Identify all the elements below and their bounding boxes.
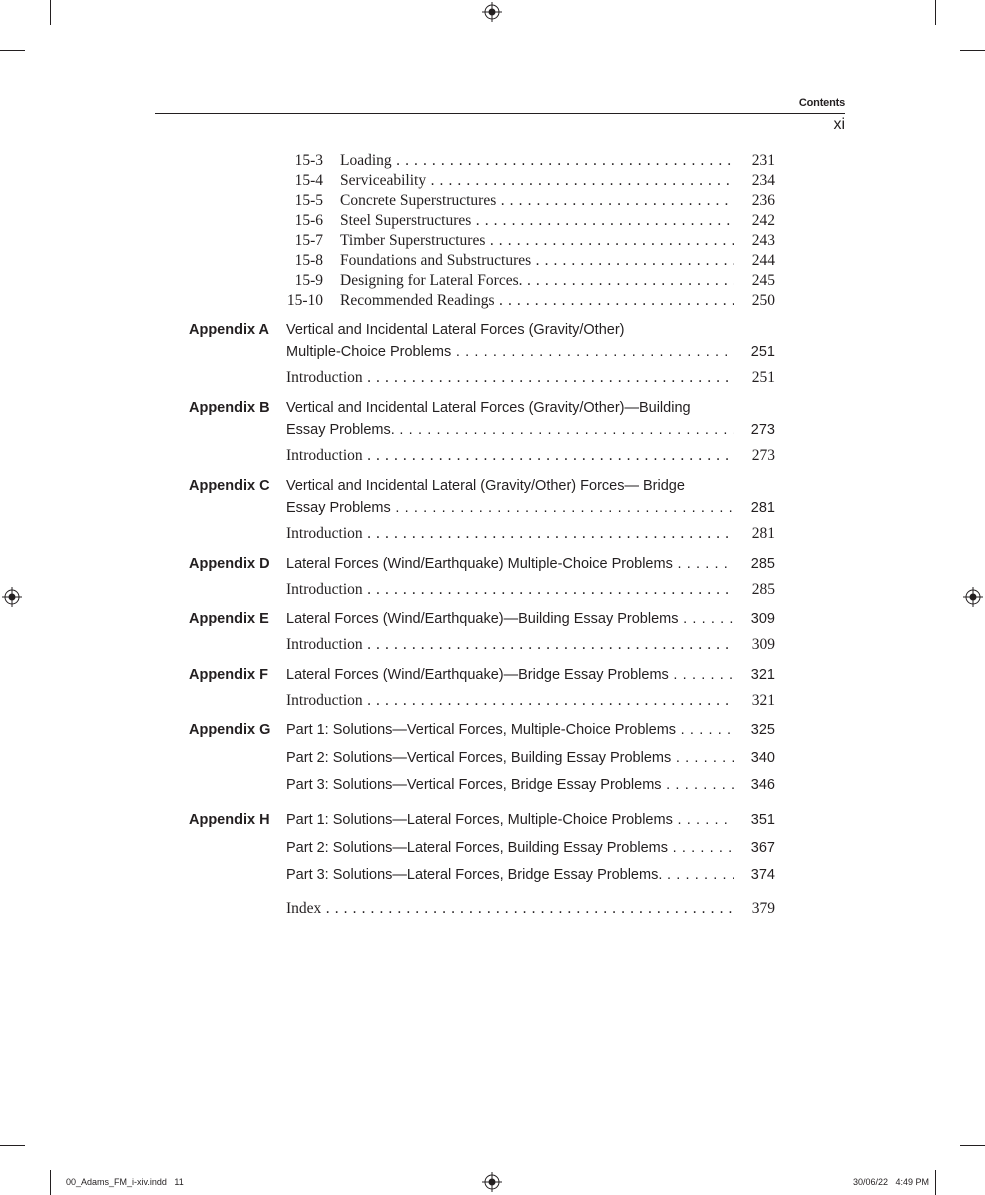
entry-page: 309	[751, 636, 775, 653]
entry-page: 244	[751, 252, 775, 269]
appendix-part[interactable]: Part 2: Solutions—Lateral Forces, Building Essay Problems . . .	[286, 840, 734, 856]
appendix-label: Appendix F	[189, 667, 268, 683]
entry-page: 250	[751, 292, 775, 309]
section-number: 15-7	[294, 232, 323, 249]
appendix-label: Appendix E	[189, 611, 269, 627]
entry-title: Serviceability . . .	[340, 172, 734, 190]
introduction-entry[interactable]: Introduction . . .	[286, 525, 734, 543]
entry-page: 242	[751, 212, 775, 229]
crop-mark	[0, 1145, 25, 1146]
section-number: 15-8	[294, 252, 323, 269]
appendix-part[interactable]: Part 2: Solutions—Vertical Forces, Building Essay Problems . . .	[286, 750, 734, 766]
crop-mark	[935, 1170, 936, 1195]
crop-mark	[50, 0, 51, 25]
entry-page: 325	[750, 722, 775, 738]
crop-mark	[960, 1145, 985, 1146]
section-number: 15-3	[294, 152, 323, 169]
registration-mark-icon	[963, 587, 983, 607]
page-number: xi	[833, 116, 845, 133]
registration-mark-icon	[482, 2, 502, 22]
entry-title: Concrete Superstructures . . .	[340, 192, 734, 210]
introduction-entry[interactable]: Introduction . . .	[286, 447, 734, 465]
appendix-title-line: Essay Problems. . . .	[286, 422, 734, 438]
section-number: 15-9	[294, 272, 323, 289]
appendix-label: Appendix D	[189, 556, 270, 572]
entry-page: 245	[751, 272, 775, 289]
running-head: Contents	[798, 97, 845, 109]
entry-page: 285	[751, 581, 775, 598]
entry-title: Loading . . .	[340, 152, 734, 170]
appendix-title-line: Vertical and Incidental Lateral Forces (Gravity/Other)	[286, 322, 625, 338]
entry-title: Steel Superstructures . . .	[340, 212, 734, 230]
entry-page: 251	[750, 344, 775, 360]
crop-mark	[50, 1170, 51, 1195]
crop-mark	[0, 50, 25, 51]
entry-page: 285	[750, 556, 775, 572]
appendix-label: Appendix A	[189, 322, 270, 338]
appendix-title-line: Lateral Forces (Wind/Earthquake) Multiple-Choice Problems . . .	[286, 556, 734, 572]
entry-title: Designing for Lateral Forces. . . .	[340, 272, 734, 290]
appendix-label: Appendix G	[189, 722, 271, 738]
entry-page: 243	[751, 232, 775, 249]
appendix-label: Appendix H	[189, 812, 270, 828]
section-number: 15-10	[286, 292, 323, 309]
registration-mark-icon	[482, 1172, 502, 1192]
slug-datetime: 30/06/22 4:49 PM	[852, 1177, 929, 1187]
introduction-entry[interactable]: Introduction . . .	[286, 636, 734, 654]
entry-page: 281	[750, 500, 775, 516]
appendix-label: Appendix C	[189, 478, 270, 494]
entry-page: 346	[750, 777, 775, 793]
appendix-part[interactable]: Part 1: Solutions—Vertical Forces, Multiple-Choice Problems . . .	[286, 722, 734, 738]
index-title: Index . . .	[286, 900, 734, 918]
entry-page: 273	[751, 447, 775, 464]
entry-page: 340	[750, 750, 775, 766]
section-number: 15-5	[294, 192, 323, 209]
appendix-title-line: Lateral Forces (Wind/Earthquake)—Bridge Essay Problems . . .	[286, 667, 734, 683]
entry-page: 351	[750, 812, 775, 828]
introduction-entry[interactable]: Introduction . . .	[286, 692, 734, 710]
introduction-entry[interactable]: Introduction . . .	[286, 369, 734, 387]
appendix-title-line: Multiple-Choice Problems . . .	[286, 344, 734, 360]
entry-page: 234	[751, 172, 775, 189]
entry-page: 367	[750, 840, 775, 856]
entry-page: 379	[751, 900, 775, 917]
appendix-title-line: Vertical and Incidental Lateral (Gravity/Other) Forces— Bridge	[286, 478, 685, 494]
entry-title: Recommended Readings . . .	[340, 292, 734, 310]
entry-page: 236	[751, 192, 775, 209]
entry-page: 309	[750, 611, 775, 627]
entry-page: 321	[750, 667, 775, 683]
registration-mark-icon	[2, 587, 22, 607]
appendix-title-line: Lateral Forces (Wind/Earthquake)—Building Essay Problems . . .	[286, 611, 734, 627]
entry-page: 273	[750, 422, 775, 438]
appendix-title-line: Essay Problems . . .	[286, 500, 734, 516]
section-number: 15-4	[294, 172, 323, 189]
entry-title: Foundations and Substructures . . .	[340, 252, 734, 270]
introduction-entry[interactable]: Introduction . . .	[286, 581, 734, 599]
crop-mark	[960, 50, 985, 51]
appendix-part[interactable]: Part 3: Solutions—Vertical Forces, Bridge Essay Problems . . .	[286, 777, 734, 793]
slug-filename: 00_Adams_FM_i-xiv.indd 11	[66, 1177, 184, 1187]
entry-page: 251	[751, 369, 775, 386]
appendix-label: Appendix B	[189, 400, 270, 416]
section-number: 15-6	[294, 212, 323, 229]
appendix-title-line: Vertical and Incidental Lateral Forces (Gravity/Other)—Building	[286, 400, 691, 416]
appendix-part[interactable]: Part 3: Solutions—Lateral Forces, Bridge Essay Problems. . . .	[286, 867, 734, 883]
entry-page: 231	[751, 152, 775, 169]
entry-page: 321	[751, 692, 775, 709]
crop-mark	[935, 0, 936, 25]
entry-page: 374	[750, 867, 775, 883]
entry-title: Timber Superstructures . . .	[340, 232, 734, 250]
header-rule	[155, 113, 845, 114]
appendix-part[interactable]: Part 1: Solutions—Lateral Forces, Multiple-Choice Problems . . .	[286, 812, 734, 828]
entry-page: 281	[751, 525, 775, 542]
